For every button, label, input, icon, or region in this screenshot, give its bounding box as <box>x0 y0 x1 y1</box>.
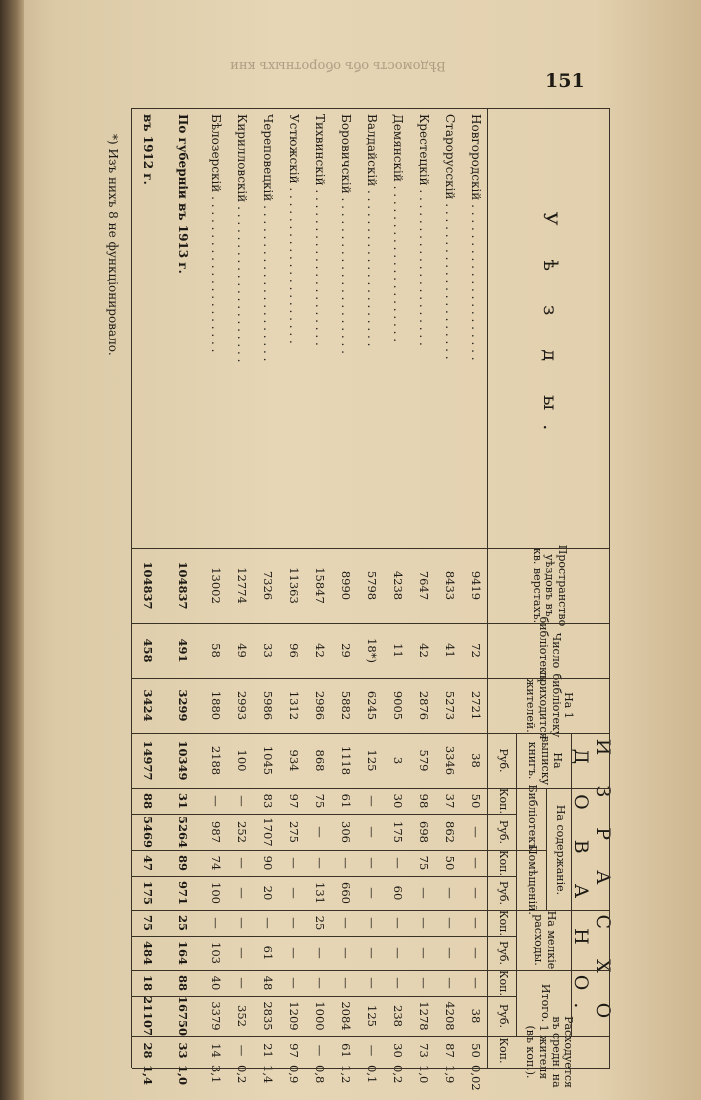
cell-per_lib: 9005 <box>390 690 405 721</box>
cell-bib_k: 47 <box>140 854 155 871</box>
cell-area: 104837 <box>175 561 190 610</box>
cell-pom_k: — <box>390 917 405 929</box>
cell-libs: 458 <box>140 638 155 663</box>
cell-bib_r: 252 <box>234 821 249 843</box>
footnote: *) Изъ нихъ 8 не функціонировало. <box>105 134 120 356</box>
cell-mel_k: — <box>390 977 405 989</box>
cell-pom_k: 25 <box>312 915 327 931</box>
cell-libs: 33 <box>260 643 275 658</box>
cell-pom_k: — <box>260 917 275 929</box>
grid-line <box>132 788 610 789</box>
cell-mel_k: 40 <box>208 975 223 991</box>
cell-mel_r: — <box>338 947 353 959</box>
district-name: Череповецкій . . . . . . . . . . . . . . . . . . . . . <box>260 114 275 362</box>
cell-bib_k: — <box>390 857 405 869</box>
cell-mel_k: — <box>234 977 249 989</box>
vypiska-header: На выписку книгъ. <box>526 735 565 786</box>
cell-itog_r: 2835 <box>260 1001 275 1031</box>
cell-area: 4238 <box>390 570 405 601</box>
cell-itog_k: 87 <box>442 1043 457 1058</box>
cell-vyp_k: 97 <box>286 793 301 809</box>
kop-header: Коп. <box>496 788 510 814</box>
cell-libs: 72 <box>468 643 483 658</box>
cell-mel_r: — <box>312 947 327 959</box>
cell-mel_k: — <box>286 977 301 989</box>
cell-mel_k: — <box>338 977 353 989</box>
district-name: По губерніи въ 1913 г. <box>175 114 190 274</box>
libs-count-header: Число библіотекъ. <box>537 616 563 685</box>
cell-mel_r: — <box>364 947 379 959</box>
cell-per_lib: 5273 <box>442 690 457 721</box>
cell-pom_r: — <box>416 887 431 899</box>
cell-vyp_k: 88 <box>140 792 155 809</box>
district-name: Тихвинскій . . . . . . . . . . . . . . . . . . . . . <box>312 114 327 346</box>
cell-pom_k: — <box>416 917 431 929</box>
cell-bib_k: 50 <box>442 855 457 871</box>
cell-pom_r: 60 <box>390 885 405 901</box>
cell-bib_r: 306 <box>338 821 353 843</box>
cell-per_cap: 1,4 <box>260 1065 275 1084</box>
izrashodovano-header: И З Р А С Х О Д О В А Н О. <box>570 738 614 1031</box>
cell-vyp_r: 1045 <box>260 745 275 776</box>
cell-mel_r: 484 <box>140 940 155 965</box>
cell-mel_k: — <box>416 977 431 989</box>
cell-pom_k: — <box>442 917 457 929</box>
cell-mel_k: — <box>468 977 483 989</box>
grid-line <box>516 733 517 1036</box>
district-name: Бѣлозерскій . . . . . . . . . . . . . . . . . . . . . <box>208 114 223 353</box>
cell-libs: 49 <box>234 643 249 658</box>
cell-itog_k: 33 <box>175 1042 190 1059</box>
cell-vyp_k: 75 <box>312 793 327 809</box>
cell-vyp_r: 14977 <box>140 740 155 781</box>
cell-pom_r: — <box>364 887 379 899</box>
cell-bib_r: 5264 <box>175 815 190 848</box>
cell-bib_r: — <box>364 826 379 838</box>
book-spine <box>0 0 24 1100</box>
cell-mel_k: — <box>442 977 457 989</box>
cell-bib_k: 90 <box>260 855 275 871</box>
rotated-table <box>105 108 614 1091</box>
cell-libs: 18*) <box>364 638 379 663</box>
district-name: въ 1912 г. <box>140 114 155 185</box>
grid-line <box>132 850 547 851</box>
grid-line <box>132 108 610 109</box>
cell-bib_k: 75 <box>416 855 431 871</box>
cell-per_cap: 1,9 <box>442 1065 457 1084</box>
cell-itog_k: — <box>364 1044 379 1057</box>
district-name: Кирилловскій . . . . . . . . . . . . . . . . . . . . . <box>234 114 249 363</box>
page-number: 151 <box>545 70 585 92</box>
cell-libs: 491 <box>175 638 190 663</box>
cell-itog_r: 1209 <box>286 1001 301 1031</box>
cell-mel_k: 88 <box>175 974 190 991</box>
cell-itog_k: 97 <box>286 1043 301 1058</box>
cell-area: 13002 <box>208 567 223 604</box>
grid-line <box>132 996 517 997</box>
pomeshcheniy-header: Помѣщеній. <box>526 845 540 915</box>
cell-per_lib: 2993 <box>234 690 249 721</box>
per-capita-header: Расходуется въ средн. на 1 жителя (въ коп.). <box>524 1016 576 1088</box>
cell-per_cap: 0,02 <box>468 1065 483 1091</box>
rub-header: Руб. <box>496 941 510 965</box>
cell-pom_k: 25 <box>175 914 190 931</box>
cell-mel_r: 164 <box>175 940 190 965</box>
grid-line <box>132 876 517 877</box>
cell-itog_k: 50 <box>468 1043 483 1058</box>
district-name: Устюжскій . . . . . . . . . . . . . . . . . . . . . <box>286 114 301 344</box>
cell-per_cap: 0,8 <box>312 1065 327 1084</box>
grid-line <box>132 814 517 815</box>
cell-area: 12774 <box>234 567 249 604</box>
cell-vyp_k: — <box>208 795 223 807</box>
cell-per_lib: 1312 <box>286 690 301 721</box>
cell-area: 15847 <box>312 567 327 604</box>
cell-libs: 42 <box>416 643 431 658</box>
cell-libs: 29 <box>338 643 353 658</box>
cell-bib_r: 698 <box>416 821 431 843</box>
cell-pom_k: — <box>468 917 483 929</box>
cell-pom_r: 100 <box>208 882 223 904</box>
cell-mel_r: — <box>416 947 431 959</box>
itogo-header: Итого. <box>538 983 552 1023</box>
grid-line <box>132 1036 610 1037</box>
cell-bib_k: — <box>338 857 353 869</box>
cell-itog_k: 30 <box>390 1043 405 1058</box>
cell-mel_k: — <box>312 977 327 989</box>
cell-bib_r: 987 <box>208 821 223 843</box>
cell-pom_r: 175 <box>140 880 155 905</box>
cell-pom_k: — <box>234 917 249 929</box>
grid-line <box>132 623 610 624</box>
cell-itog_r: 1000 <box>312 1001 327 1031</box>
cell-bib_k: — <box>312 857 327 869</box>
cell-vyp_k: — <box>234 795 249 807</box>
melkie-header: На мелкіе расходы. <box>532 910 559 970</box>
cell-vyp_k: 83 <box>260 793 275 809</box>
grid-line <box>132 970 610 971</box>
cell-itog_r: 125 <box>364 1005 379 1027</box>
cell-per_cap: 0,2 <box>390 1065 405 1084</box>
cell-itog_r: 21107 <box>140 996 155 1037</box>
cell-bib_r: 275 <box>286 821 301 843</box>
cell-pom_k: — <box>286 917 301 929</box>
cell-itog_k: 73 <box>416 1043 431 1058</box>
cell-itog_r: 16750 <box>175 996 190 1037</box>
grid-line <box>571 733 572 1036</box>
cell-itog_r: 3379 <box>208 1001 223 1031</box>
cell-per_cap: 0,9 <box>286 1065 301 1084</box>
district-name: Валдайскій . . . . . . . . . . . . . . . . . . . . . <box>364 114 379 347</box>
cell-mel_k: — <box>364 977 379 989</box>
cell-mel_r: 103 <box>208 942 223 964</box>
cell-mel_k: 18 <box>140 974 155 991</box>
rub-header: Руб. <box>496 820 510 844</box>
cell-pom_r: — <box>286 887 301 899</box>
cell-bib_r: 1707 <box>260 817 275 847</box>
district-name: Демянскій . . . . . . . . . . . . . . . . . . . . . <box>390 114 405 343</box>
cell-mel_r: — <box>468 947 483 959</box>
cell-vyp_k: 31 <box>175 792 190 809</box>
cell-area: 8433 <box>442 570 457 601</box>
cell-per_lib: 5986 <box>260 690 275 721</box>
cell-libs: 96 <box>286 643 301 658</box>
cell-itog_r: 1278 <box>416 1001 431 1031</box>
cell-pom_r: — <box>234 887 249 899</box>
cell-vyp_k: 30 <box>390 793 405 809</box>
cell-itog_r: 4208 <box>442 1001 457 1031</box>
per-library-header: На 1 библіотеку приходится жителей. <box>524 671 576 740</box>
cell-pom_k: — <box>338 917 353 929</box>
cell-vyp_k: — <box>364 795 379 807</box>
rub-header: Руб. <box>496 1004 510 1028</box>
cell-per_lib: 1880 <box>208 690 223 721</box>
cell-vyp_r: 3 <box>390 756 405 765</box>
cell-pom_r: 660 <box>338 882 353 904</box>
cell-per_lib: 6245 <box>364 690 379 721</box>
cell-itog_k: 14 <box>208 1043 223 1058</box>
grid-line <box>132 936 517 937</box>
cell-per_lib: 2876 <box>416 690 431 721</box>
cell-mel_r: — <box>442 947 457 959</box>
district-name: Крестецкій . . . . . . . . . . . . . . . . . . . . . <box>416 114 431 346</box>
grid-line <box>132 678 610 679</box>
cell-bib_k: 89 <box>175 854 190 871</box>
cell-itog_k: — <box>312 1044 327 1057</box>
grid-line <box>487 108 488 1068</box>
cell-per_cap: 1,0 <box>416 1065 431 1084</box>
bibliotek-header: Библіотекъ. <box>526 784 540 854</box>
cell-mel_r: — <box>390 947 405 959</box>
cell-pom_k: 75 <box>140 914 155 931</box>
cell-vyp_r: 2188 <box>208 745 223 776</box>
cell-vyp_r: 3346 <box>442 745 457 776</box>
cell-per_lib: 5882 <box>338 690 353 721</box>
kop-header: Коп. <box>496 1037 510 1064</box>
cell-vyp_r: 10349 <box>175 740 190 781</box>
district-name: Новгородскій . . . . . . . . . . . . . . . . . . . . . <box>468 114 483 361</box>
cell-mel_r: — <box>286 947 301 959</box>
cell-bib_r: 862 <box>442 821 457 843</box>
cell-libs: 41 <box>442 643 457 658</box>
kop-header: Коп. <box>496 910 510 936</box>
cell-per_lib: 2721 <box>468 690 483 721</box>
soderzhanie-header: На содержаніе. <box>553 804 567 896</box>
grid-line <box>546 788 547 910</box>
grid-line <box>132 1068 610 1069</box>
cell-area: 104837 <box>140 561 155 610</box>
cell-area: 7326 <box>260 570 275 601</box>
grid-line <box>132 733 610 734</box>
cell-vyp_r: 1118 <box>338 745 353 776</box>
cell-itog_r: 38 <box>468 1008 483 1024</box>
cell-bib_r: 175 <box>390 821 405 843</box>
cell-mel_r: — <box>234 947 249 959</box>
cell-itog_r: 238 <box>390 1005 405 1027</box>
uezdy-header: У ѣ з д ы. <box>538 211 561 445</box>
cell-bib_k: — <box>364 857 379 869</box>
cell-vyp_k: 61 <box>338 793 353 809</box>
cell-libs: 11 <box>390 643 405 658</box>
cell-itog_k: — <box>234 1044 249 1057</box>
cell-area: 8990 <box>338 570 353 601</box>
cell-per_cap: 0,1 <box>364 1065 379 1084</box>
kop-header: Коп. <box>496 970 510 996</box>
cell-area: 5798 <box>364 570 379 601</box>
cell-pom_r: 131 <box>312 882 327 904</box>
cell-vyp_k: 37 <box>442 793 457 809</box>
cell-itog_k: 61 <box>338 1043 353 1058</box>
cell-per_cap: 1,0 <box>175 1065 190 1086</box>
cell-bib_r: — <box>312 826 327 838</box>
cell-area: 11363 <box>286 567 301 604</box>
cell-vyp_r: 38 <box>468 753 483 768</box>
cell-pom_k: — <box>208 917 223 929</box>
cell-vyp_r: 934 <box>286 749 301 772</box>
district-name: Боровичскій . . . . . . . . . . . . . . . . . . . . . <box>338 114 353 354</box>
cell-itog_r: 352 <box>234 1005 249 1027</box>
cell-area: 7647 <box>416 570 431 601</box>
cell-vyp_r: 125 <box>364 749 379 772</box>
cell-libs: 42 <box>312 643 327 658</box>
cell-pom_r: — <box>468 887 483 899</box>
cell-per_cap: 1,2 <box>338 1065 353 1084</box>
cell-per_lib: 2986 <box>312 690 327 721</box>
cell-vyp_k: 98 <box>416 793 431 809</box>
cell-pom_r: 971 <box>175 880 190 905</box>
cell-per_cap: 3,1 <box>208 1065 223 1084</box>
cell-pom_r: 20 <box>260 885 275 901</box>
district-name: Старорусскій . . . . . . . . . . . . . . . . . . . . . <box>442 114 457 360</box>
rub-header: Руб. <box>496 748 510 773</box>
cell-mel_r: 61 <box>260 945 275 961</box>
cell-area: 9419 <box>468 570 483 601</box>
cell-bib_k: 74 <box>208 855 223 871</box>
cell-mel_k: 48 <box>260 975 275 991</box>
grid-line <box>132 910 610 911</box>
cell-bib_k: — <box>234 857 249 869</box>
cell-bib_k: — <box>468 857 483 869</box>
cell-per_cap: 0,2 <box>234 1065 249 1084</box>
area-header: Пространство уѣздовъ въ кв. верстахъ. <box>530 544 569 627</box>
grid-line <box>131 108 132 1068</box>
kop-header: Коп. <box>496 850 510 876</box>
cell-itog_k: 21 <box>260 1043 275 1058</box>
grid-line <box>132 548 610 549</box>
cell-libs: 58 <box>208 643 223 658</box>
cell-per_cap: 1,4 <box>140 1065 155 1086</box>
cell-pom_k: — <box>364 917 379 929</box>
rub-header: Руб. <box>496 881 510 905</box>
cell-bib_r: 5469 <box>140 815 155 848</box>
cell-itog_k: 28 <box>140 1042 155 1059</box>
cell-vyp_r: 579 <box>416 749 431 772</box>
grid-line <box>609 108 610 1068</box>
cell-vyp_r: 100 <box>234 749 249 772</box>
cell-bib_r: — <box>468 826 483 838</box>
cell-itog_r: 2084 <box>338 1001 353 1031</box>
cell-per_lib: 3424 <box>140 689 155 722</box>
cell-bib_k: — <box>286 857 301 869</box>
cell-per_lib: 3299 <box>175 689 190 722</box>
bleed-through-text: Вѣдомость объ оборотныхъ кни <box>230 58 446 73</box>
cell-vyp_k: 50 <box>468 793 483 809</box>
cell-vyp_r: 868 <box>312 749 327 772</box>
cell-pom_r: — <box>442 887 457 899</box>
